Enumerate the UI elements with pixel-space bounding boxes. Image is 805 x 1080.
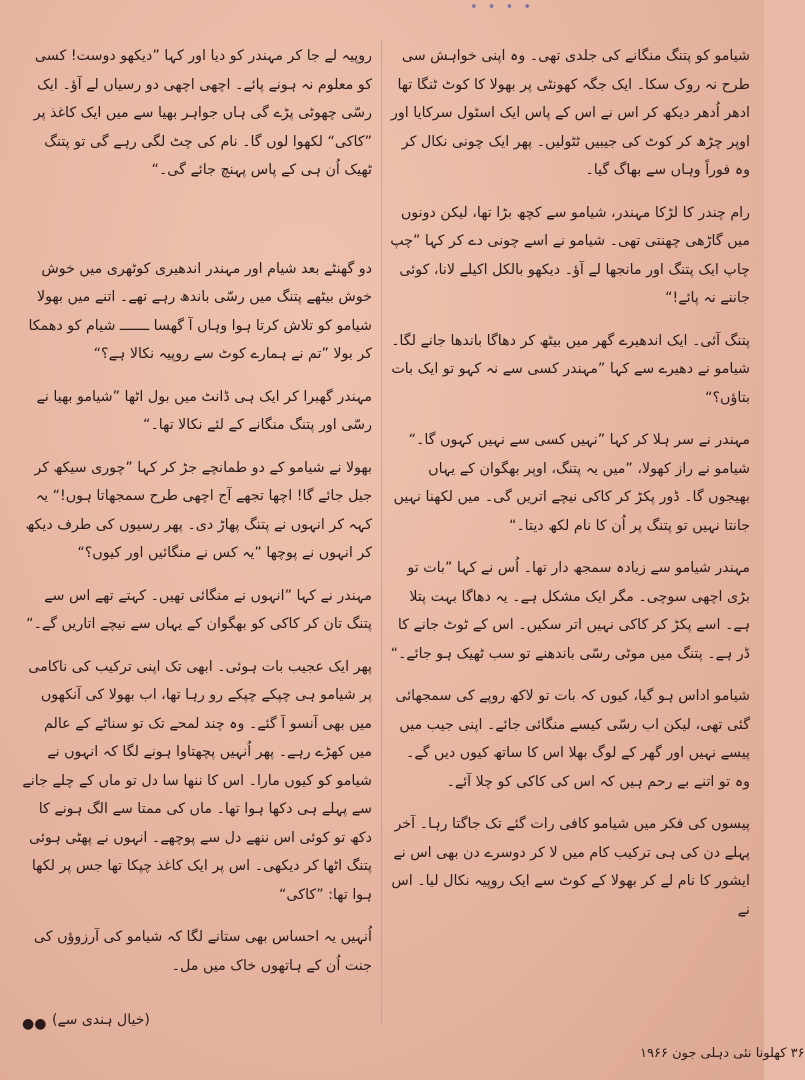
paragraph: شیامو کو پتنگ منگانے کی جلدی تھی۔ وہ اپنی خواہش سی طرح نہ روک سکا۔ ایک جگہ کھونٹی پر بھولا کا کوٹ ٹنگا تھا ادھر اُدھر دیکھ کر اس نے اس کے پاس ایک اسٹول سرکایا اور اوپر چڑھ کر کوٹ کی جیبیں ٹٹولیں۔ پھر ایک چونی نکال کر وہ فوراً وہاں سے بھاگ گیا۔ [391,48,750,178]
section-gap [20,199,372,255]
paragraph: پیسوں کی فکر میں شیامو کافی رات گئے تک جاگتا رہا۔ آخر پہلے دن کی ہی ترکیب کام میں لا کر دوسرے دن بھی اس نے ایشور کا نام لے کر بھولا کے کوٹ سے ایک روپیہ نکال لیا۔ اس نے [391,816,750,918]
right-column [390,42,750,938]
paragraph: شیامو اداس ہو گیا، کیوں کہ بات تو لاکھ روپے کی سمجھائی گئی تھی، لیکن اب رسّی کیسے منگائی جائے۔ اپنی جیب میں پیسے نہیں اور گھر کے لوگ بھلا اس کا ساتھ کیوں دیں گے۔ وہ تو اتنے بے رحم ہیں کہ اس کی کاکی کو چلا آئے۔ [395,688,750,790]
paragraph: مہندر نے سر ہلا کر کہا ”نہیں کسی سے نہیں کہوں گا۔“ شیامو نے راز کھولا، ”میں یہ پتنگ، اوپر بھگوان کے یہاں بھیجوں گا۔ ڈور پکڑ کر کاکی نیچے اتریں گی۔ میں لکھنا نہیں جانتا نہیں تو پتنگ پر اُن کا نام لکھ دیتا۔“ [393,432,750,534]
paragraph: روپیہ لے جا کر مہندر کو دیا اور کہا ”دیکھو دوست! کسی کو معلوم نہ ہونے پائے۔ اچھی اچھی دو رسیاں لے آؤ۔ ایک رسّی چھوٹی پڑے گی ہاں جواہر بھیا سے میں ایک کاغذ پر ”کاکی“ لکھوا لوں گا۔ نام کی چٹ لگی رہے گی تو پتنگ ٹھیک اُن ہی کے پاس پہنچ جائے گی۔“ [33,48,372,178]
paragraph: پتنگ آئی۔ ایک اندھیرے گھر میں بیٹھ کر دھاگا باندھا جانے لگا۔ شیامو نے دھیرے سے کہا ”مہندر کسی سے نہ کہو تو ایک بات بتاؤں؟“ [391,332,750,406]
page-footer: ۳۶ کھلونا نئی دہلی جون ۱۹۶۶ [640,1046,805,1061]
paragraph: مہندر شیامو سے زیادہ سمجھ دار تھا۔ اُس نے کہا ”بات تو بڑی اچھی سوچی۔ مگر ایک مشکل ہے۔ یہ دھاگا بہت پتلا ہے۔ اسے پکڑ کر کاکی نہیں اتر سکیں۔ اس کے ٹوٹ جانے کا ڈر ہے۔ پتنگ میں موٹی رسّی باندھنے تو سب ٹھیک ہو جائے۔“ [390,560,750,662]
paragraph: رام چندر کا لڑکا مہندر، شیامو سے کچھ بڑا تھا، لیکن دونوں میں گاڑھی چھنتی تھی۔ شیامو نے اسے چونی دے کر کہا ”چپ چاپ ایک پتنگ اور مانجھا لے آؤ۔ دیکھو بالکل اکیلے لانا، کوئی جاننے نہ پائے!“ [390,204,750,306]
paragraph: پھر ایک عجیب بات ہوئی۔ ابھی تک اپنی ترکیب کی ناکامی پر شیامو ہی چپکے چپکے رو رہا تھا، اب بھولا کی آنکھوں میں بھی آنسو آ گئے۔ وہ چند لمحے تک تو سناٹے کے عالم میں کھڑے رہے۔ پھر اُنہیں پچھتاوا ہونے لگا کہ انہوں نے شیامو کو کیوں مارا۔ اس کا ننھا سا دل تو ماں کے چلے جانے سے پہلے ہی دکھا ہوا تھا۔ ماں کی ممتا سے الگ ہونے کا دکھ تو کوئی اس ننھے دل سے پوچھے۔ انہوں نے پھٹی ہوئی پتنگ اٹھا کر دیکھی۔ اس پر ایک کاغذ چپکا تھا جس پر لکھا ہوا تھا: ”کاکی“ [22,658,372,903]
paragraph: اُنہیں یہ احساس بھی ستانے لگا کہ شیامو کی آرزوؤں کی جنت اُن کے ہاتھوں خاک میں مل۔ [33,929,372,974]
left-column [20,42,372,994]
paragraph: بھولا نے شیامو کے دو طمانچے جڑ کر کہا ”چوری سیکھ کر جیل جائے گا! اچھا تجھے آج اچھی طرح سمجھاتا ہوں!“ یہ کہہ کر انہوں نے پتنگ پھاڑ دی۔ پھر رسیوں کی طرف دیکھ کر انہوں نے پوچھا ”یہ کس نے منگائیں اور کیوں؟“ [25,459,372,561]
source-credit: (خیال ہندی سے) [52,1012,150,1028]
ink-stamp: • • • • [470,0,535,15]
end-marker: ●● [22,1016,47,1032]
paragraph: مہندر گھبرا کر ایک ہی ڈانٹ میں بول اٹھا ”شیامو بھیا نے رسّی اور پتنگ منگانے کے لئے نکالا تھا۔“ [36,388,372,433]
column-divider [381,40,382,1025]
paragraph: مہندر نے کہا ”انہوں نے منگائی تھیں۔ کہتے تھے اس سے پتنگ تان کر کاکی کو بھگوان کے یہاں سے نیچے اتاریں گے۔“ [26,587,372,632]
paragraph: دو گھنٹے بعد شیام اور مہندر اندھیری کوٹھری میں خوش خوش بیٹھے پتنگ میں رسّی باندھ رہے تھے۔ اتنے میں بھولا شیامو کو تلاش کرتا ہوا وہاں آ گھسا ـــــــ شیام کو دھمکا کر بولا ”تم نے ہمارے کوٹ سے روپیہ نکالا ہے؟“ [28,260,372,362]
